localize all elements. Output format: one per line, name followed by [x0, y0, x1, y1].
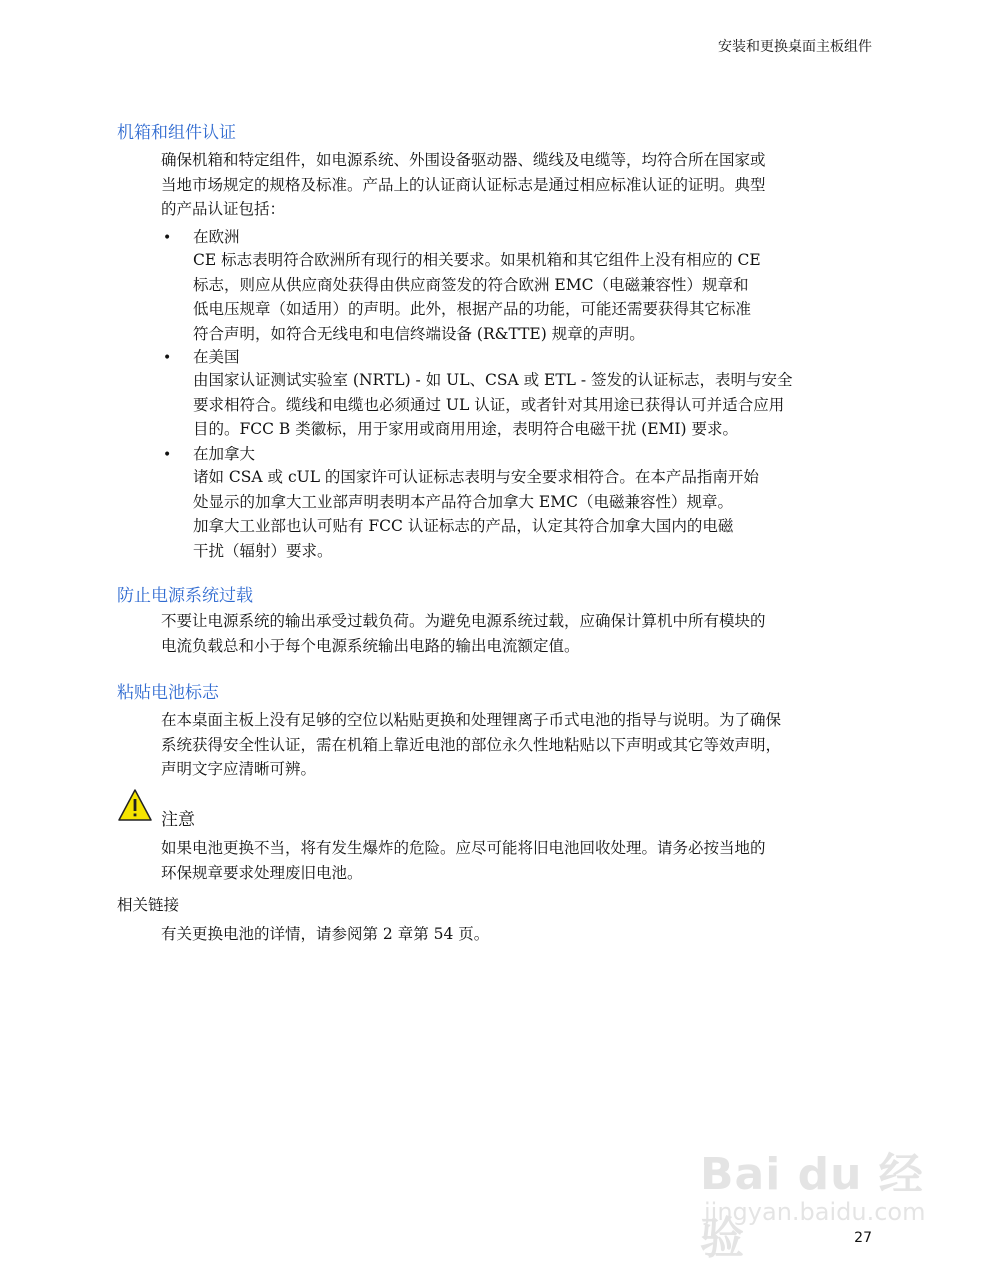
- section-title-overload: 防止电源系统过载: [117, 586, 253, 606]
- text-line: 如果电池更换不当，将有发生爆炸的危险。应尽可能将旧电池回收处理。请务必按当地的: [161, 839, 766, 857]
- text-line: 诸如 CSA 或 cUL 的国家许可认证标志表明与安全要求相符合。在本产品指南开始: [193, 468, 759, 486]
- text-line: 电流负载总和小于每个电源系统输出电路的输出电流额定值。: [161, 636, 580, 655]
- text-line: 确保机箱和特定组件，如电源系统、外围设备驱动器、缆线及电缆等，均符合所在国家或: [161, 151, 766, 169]
- text-line: 符合声明，如符合无线电和电信终端设备 (R&TTE) 规章的声明。: [193, 324, 645, 343]
- caution-text: [161, 836, 861, 885]
- running-header: 安装和更换桌面主板组件: [718, 39, 872, 55]
- bullet-body-europe: [193, 248, 863, 346]
- bullet-title-usa: 在美国: [193, 348, 240, 366]
- overload-text: [161, 609, 861, 658]
- text-line: CE 标志表明符合欧洲所有现行的相关要求。如果机箱和其它组件上没有相应的 CE: [193, 251, 761, 269]
- text-line: 标志，则应从供应商处获得由供应商签发的符合欧洲 EMC（电磁兼容性）规章和: [193, 275, 749, 294]
- text-line: 的产品认证包括：: [161, 200, 286, 218]
- text-line: 由国家认证测试实验室 (NRTL) - 如 UL、CSA 或 ETL - 签发的认证标志，表明与安全: [193, 371, 793, 389]
- text-line: 目的。FCC B 类徽标，用于家用或商用用途，表明符合电磁干扰 (EMI) 要求。: [193, 420, 738, 438]
- bullet-symbol: •: [163, 230, 172, 246]
- text-line: 加拿大工业部也认可贴有 FCC 认证标志的产品，认定其符合加拿大国内的电磁: [193, 517, 734, 535]
- section-title-certification: 机箱和组件认证: [117, 123, 236, 143]
- certification-intro: [161, 148, 861, 222]
- related-links-title: 相关链接: [117, 896, 180, 914]
- text-line: 要求相符合。缆线和电缆也必须通过 UL 认证，或者针对其用途已获得认可并适合应用: [193, 395, 785, 414]
- text-line: 系统获得安全性认证，需在机箱上靠近电池的部位永久性地粘贴以下声明或其它等效声明，: [161, 735, 782, 754]
- text-line: 处显示的加拿大工业部声明表明本产品符合加拿大 EMC（电磁兼容性）规章。: [193, 492, 733, 511]
- text-line: 当地市场规定的规格及标准。产品上的认证商认证标志是通过相应标准认证的证明。典型: [161, 175, 766, 194]
- bullet-body-canada: [193, 465, 863, 563]
- page-number: 27: [854, 1230, 872, 1246]
- bullet-symbol: •: [163, 447, 172, 463]
- text-line: 在本桌面主板上没有足够的空位以粘贴更换和处理锂离子币式电池的指导与说明。为了确保: [161, 711, 782, 729]
- warning-icon: [117, 788, 153, 822]
- text-line: 不要让电源系统的输出承受过载负荷。为避免电源系统过载，应确保计算机中所有模块的: [161, 612, 766, 630]
- bullet-body-usa: [193, 368, 863, 442]
- text-line: 环保规章要求处理废旧电池。: [161, 863, 363, 882]
- battery-text: [161, 708, 861, 782]
- watermark-logo: Bai du 经验: [700, 1149, 924, 1264]
- bullet-title-canada: 在加拿大: [193, 445, 256, 463]
- caution-title: 注意: [161, 810, 195, 830]
- text-line: 声明文字应清晰可辨。: [161, 760, 317, 778]
- text-line: 低电压规章（如适用）的声明。此外，根据产品的功能，可能还需要获得其它标准: [193, 300, 752, 318]
- section-title-battery: 粘贴电池标志: [117, 683, 219, 703]
- related-links-text: 有关更换电池的详情，请参阅第 2 章第 54 页。: [161, 925, 490, 943]
- watermark-url: jingyan.baidu.com: [704, 1198, 926, 1226]
- bullet-symbol: •: [163, 350, 172, 366]
- text-line: 干扰（辐射）要求。: [193, 541, 333, 560]
- bullet-title-europe: 在欧洲: [193, 228, 240, 246]
